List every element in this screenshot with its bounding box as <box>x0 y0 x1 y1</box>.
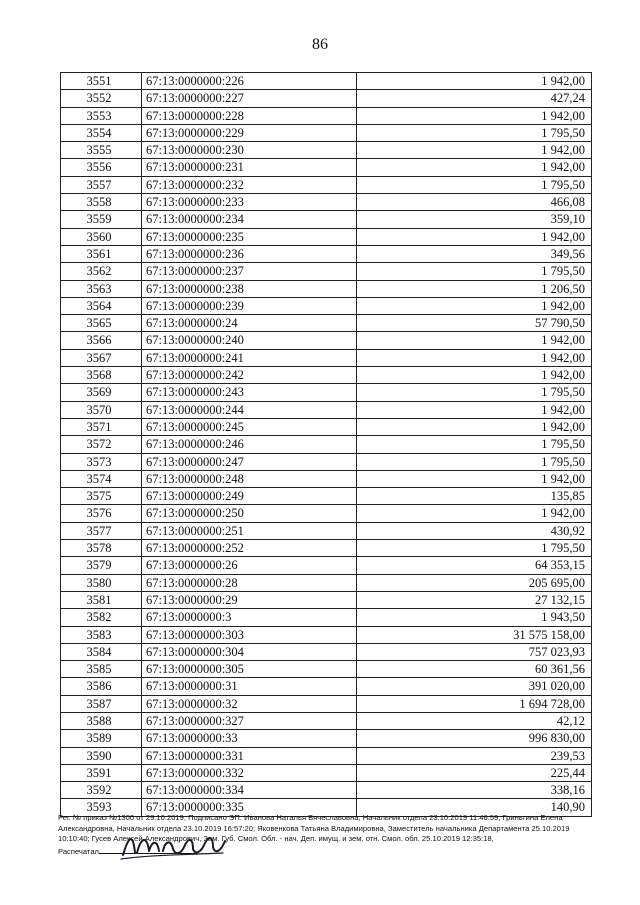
cadastral-value: 757 023,93 <box>357 643 592 660</box>
cadastral-value: 1 795,50 <box>357 263 592 280</box>
cadastral-number: 67:13:0000000:247 <box>142 453 357 470</box>
cadastral-number: 67:13:0000000:305 <box>142 661 357 678</box>
table-row <box>61 574 592 591</box>
cadastral-value: 1 942,00 <box>357 73 592 90</box>
row-number: 3589 <box>61 730 142 747</box>
footer-line-1: Рег. № приказ №1300 от 29.10.2019, Подписано ЭП: Иванова Наталья Вячеславовна, Начальник отдела 23.10.2019 11:46:59; Гриньтина Елена <box>58 813 563 822</box>
row-number: 3554 <box>61 124 142 141</box>
row-number: 3591 <box>61 764 142 781</box>
row-number: 3587 <box>61 695 142 712</box>
cadastral-value: 1 795,50 <box>357 453 592 470</box>
cadastral-number: 67:13:0000000:239 <box>142 297 357 314</box>
cadastral-value-table <box>60 72 592 817</box>
cadastral-number: 67:13:0000000:248 <box>142 470 357 487</box>
table-row <box>61 228 592 245</box>
cadastral-value: 57 790,50 <box>357 315 592 332</box>
cadastral-number: 67:13:0000000:304 <box>142 643 357 660</box>
cadastral-number: 67:13:0000000:238 <box>142 280 357 297</box>
row-number: 3574 <box>61 470 142 487</box>
cadastral-value: 225,44 <box>357 764 592 781</box>
cadastral-value: 135,85 <box>357 488 592 505</box>
row-number: 3561 <box>61 245 142 262</box>
cadastral-value: 1 942,00 <box>357 401 592 418</box>
cadastral-number: 67:13:0000000:240 <box>142 332 357 349</box>
table-row <box>61 73 592 90</box>
cadastral-value: 996 830,00 <box>357 730 592 747</box>
cadastral-value: 1 795,50 <box>357 124 592 141</box>
table-row <box>61 211 592 228</box>
cadastral-value: 205 695,00 <box>357 574 592 591</box>
table-row <box>61 332 592 349</box>
row-number: 3557 <box>61 176 142 193</box>
row-number: 3569 <box>61 384 142 401</box>
cadastral-number: 67:13:0000000:244 <box>142 401 357 418</box>
table-row <box>61 297 592 314</box>
cadastral-number: 67:13:0000000:32 <box>142 695 357 712</box>
cadastral-value: 1 206,50 <box>357 280 592 297</box>
page-number: 86 <box>312 36 328 53</box>
cadastral-value: 1 942,00 <box>357 159 592 176</box>
cadastral-number: 67:13:0000000:230 <box>142 142 357 159</box>
row-number: 3565 <box>61 315 142 332</box>
cadastral-number: 67:13:0000000:237 <box>142 263 357 280</box>
cadastral-value: 239,53 <box>357 747 592 764</box>
cadastral-value: 1 942,00 <box>357 107 592 124</box>
cadastral-value: 466,08 <box>357 194 592 211</box>
table-row <box>61 730 592 747</box>
row-number: 3560 <box>61 228 142 245</box>
cadastral-number: 67:13:0000000:233 <box>142 194 357 211</box>
table-row <box>61 142 592 159</box>
cadastral-value: 1 942,00 <box>357 367 592 384</box>
cadastral-value: 1 942,00 <box>357 418 592 435</box>
row-number: 3551 <box>61 73 142 90</box>
row-number: 3581 <box>61 591 142 608</box>
cadastral-number: 67:13:0000000:327 <box>142 712 357 729</box>
table-row <box>61 401 592 418</box>
cadastral-value: 140,90 <box>357 799 592 816</box>
row-number: 3582 <box>61 609 142 626</box>
cadastral-number: 67:13:0000000:24 <box>142 315 357 332</box>
table-row <box>61 540 592 557</box>
cadastral-value: 1 795,50 <box>357 176 592 193</box>
cadastral-number: 67:13:0000000:245 <box>142 418 357 435</box>
table-row <box>61 176 592 193</box>
table-row <box>61 712 592 729</box>
cadastral-value: 430,92 <box>357 522 592 539</box>
cadastral-value: 1 942,00 <box>357 142 592 159</box>
table-row <box>61 124 592 141</box>
cadastral-number: 67:13:0000000:335 <box>142 799 357 816</box>
row-number: 3571 <box>61 418 142 435</box>
table-row <box>61 159 592 176</box>
row-number: 3575 <box>61 488 142 505</box>
cadastral-number: 67:13:0000000:234 <box>142 211 357 228</box>
cadastral-number: 67:13:0000000:227 <box>142 90 357 107</box>
table-row <box>61 557 592 574</box>
table-row <box>61 661 592 678</box>
cadastral-number: 67:13:0000000:3 <box>142 609 357 626</box>
cadastral-value: 391 020,00 <box>357 678 592 695</box>
cadastral-number: 67:13:0000000:228 <box>142 107 357 124</box>
cadastral-number: 67:13:0000000:31 <box>142 678 357 695</box>
table-row <box>61 418 592 435</box>
table-row <box>61 609 592 626</box>
row-number: 3586 <box>61 678 142 695</box>
table-row <box>61 349 592 366</box>
cadastral-value: 27 132,15 <box>357 591 592 608</box>
footer-line-2: Александровна, Начальник отдела 23.10.2019 16:57:20; Яковенкова Татьяна Владимировна, Заместитель начальника Департамента 25.10.2019 <box>58 823 570 833</box>
table-row <box>61 488 592 505</box>
row-number: 3556 <box>61 159 142 176</box>
cadastral-number: 67:13:0000000:231 <box>142 159 357 176</box>
table-row <box>61 280 592 297</box>
table-row <box>61 263 592 280</box>
row-number: 3563 <box>61 280 142 297</box>
cadastral-value: 1 795,50 <box>357 540 592 557</box>
cadastral-number: 67:13:0000000:241 <box>142 349 357 366</box>
row-number: 3583 <box>61 626 142 643</box>
cadastral-value: 1 942,00 <box>357 505 592 522</box>
row-number: 3579 <box>61 557 142 574</box>
cadastral-number: 67:13:0000000:331 <box>142 747 357 764</box>
cadastral-number: 67:13:0000000:232 <box>142 176 357 193</box>
table-row <box>61 315 592 332</box>
cadastral-number: 67:13:0000000:26 <box>142 557 357 574</box>
cadastral-value: 64 353,15 <box>357 557 592 574</box>
cadastral-value: 1 943,50 <box>357 609 592 626</box>
table-row <box>61 384 592 401</box>
printed-by-label: Распечатал <box>58 846 99 856</box>
cadastral-value: 42,12 <box>357 712 592 729</box>
cadastral-value: 1 942,00 <box>357 297 592 314</box>
table-row <box>61 470 592 487</box>
row-number: 3577 <box>61 522 142 539</box>
table-row <box>61 747 592 764</box>
cadastral-number: 67:13:0000000:332 <box>142 764 357 781</box>
cadastral-value: 1 942,00 <box>357 332 592 349</box>
cadastral-number: 67:13:0000000:229 <box>142 124 357 141</box>
table-row <box>61 107 592 124</box>
cadastral-number: 67:13:0000000:251 <box>142 522 357 539</box>
cadastral-value: 1 942,00 <box>357 228 592 245</box>
row-number: 3552 <box>61 90 142 107</box>
cadastral-value: 349,56 <box>357 245 592 262</box>
cadastral-number: 67:13:0000000:236 <box>142 245 357 262</box>
footer-line-3: 10:10:40; Гусев Алексей Александрович, Зам. Губ. Смол. Обл. - нач. Деп. имущ. и зем. отн. Смол. обл. 25.10.2019 12:35:18, <box>58 834 494 844</box>
cadastral-number: 67:13:0000000:252 <box>142 540 357 557</box>
cadastral-number: 67:13:0000000:29 <box>142 591 357 608</box>
cadastral-value: 427,24 <box>357 90 592 107</box>
table-row <box>61 678 592 695</box>
row-number: 3567 <box>61 349 142 366</box>
cadastral-value: 31 575 158,00 <box>357 626 592 643</box>
row-number: 3580 <box>61 574 142 591</box>
table-row <box>61 245 592 262</box>
row-number: 3576 <box>61 505 142 522</box>
cadastral-number: 67:13:0000000:242 <box>142 367 357 384</box>
row-number: 3578 <box>61 540 142 557</box>
row-number: 3592 <box>61 782 142 799</box>
row-number: 3573 <box>61 453 142 470</box>
cadastral-number: 67:13:0000000:235 <box>142 228 357 245</box>
row-number: 3558 <box>61 194 142 211</box>
table-row <box>61 453 592 470</box>
cadastral-number: 67:13:0000000:33 <box>142 730 357 747</box>
row-number: 3559 <box>61 211 142 228</box>
table-row <box>61 367 592 384</box>
cadastral-value: 60 361,56 <box>357 661 592 678</box>
cadastral-value: 338,16 <box>357 782 592 799</box>
row-number: 3588 <box>61 712 142 729</box>
cadastral-value: 1 795,50 <box>357 384 592 401</box>
cadastral-number: 67:13:0000000:249 <box>142 488 357 505</box>
table-row <box>61 505 592 522</box>
table-row <box>61 90 592 107</box>
table-row <box>61 782 592 799</box>
table-row <box>61 764 592 781</box>
table-row <box>61 695 592 712</box>
cadastral-value: 1 942,00 <box>357 349 592 366</box>
table-row <box>61 522 592 539</box>
cadastral-number: 67:13:0000000:334 <box>142 782 357 799</box>
row-number: 3572 <box>61 436 142 453</box>
cadastral-number: 67:13:0000000:28 <box>142 574 357 591</box>
table-row <box>61 436 592 453</box>
row-number: 3590 <box>61 747 142 764</box>
cadastral-number: 67:13:0000000:250 <box>142 505 357 522</box>
table-body <box>61 73 592 817</box>
table-row <box>61 194 592 211</box>
row-number: 3593 <box>61 799 142 816</box>
cadastral-number: 67:13:0000000:303 <box>142 626 357 643</box>
table-row <box>61 626 592 643</box>
table-row <box>61 591 592 608</box>
cadastral-value: 1 694 728,00 <box>357 695 592 712</box>
cadastral-number: 67:13:0000000:226 <box>142 73 357 90</box>
row-number: 3564 <box>61 297 142 314</box>
row-number: 3566 <box>61 332 142 349</box>
cadastral-value: 1 942,00 <box>357 470 592 487</box>
cadastral-number: 67:13:0000000:246 <box>142 436 357 453</box>
row-number: 3553 <box>61 107 142 124</box>
row-number: 3584 <box>61 643 142 660</box>
table-row <box>61 643 592 660</box>
row-number: 3562 <box>61 263 142 280</box>
cadastral-number: 67:13:0000000:243 <box>142 384 357 401</box>
row-number: 3555 <box>61 142 142 159</box>
row-number: 3585 <box>61 661 142 678</box>
cadastral-value: 1 795,50 <box>357 436 592 453</box>
handwritten-signature <box>119 825 229 865</box>
row-number: 3568 <box>61 367 142 384</box>
row-number: 3570 <box>61 401 142 418</box>
cadastral-value: 359,10 <box>357 211 592 228</box>
